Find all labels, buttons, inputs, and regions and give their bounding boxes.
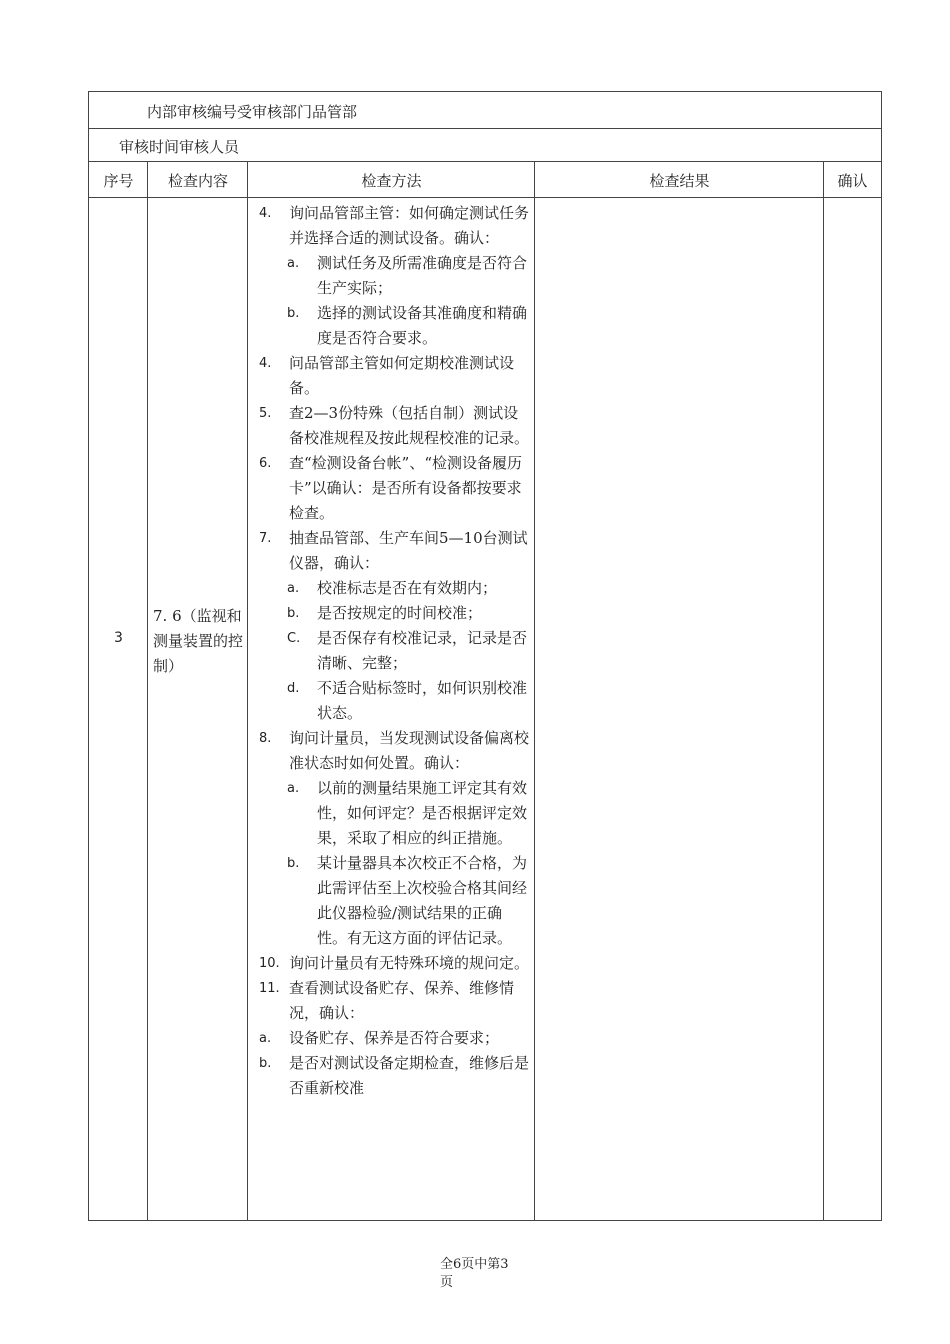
row-seq-number: 3 [114, 630, 123, 646]
method-item-text: 是否保存有校准记录，记录是否清晰、完整； [317, 629, 528, 672]
method-item-number: b. [287, 606, 300, 621]
col-header-seq: 序号 [103, 172, 134, 190]
page-number-line1: 全6页中第3 [440, 1257, 509, 1272]
seq-column [89, 162, 148, 1220]
method-item-number: 7. [259, 531, 272, 546]
method-item [259, 251, 531, 301]
header-row-audit-info [89, 92, 881, 129]
header-row-audit-time [89, 129, 881, 162]
method-item [259, 676, 531, 726]
method-item [259, 451, 531, 526]
method-item-text: 校准标志是否在有效期内； [317, 579, 498, 597]
method-item [259, 851, 531, 951]
method-item-number: a. [287, 256, 300, 271]
method-item [259, 626, 531, 676]
method-item-number: 10. [259, 956, 280, 971]
method-item-text: 测试任务及所需准确度是否符合生产实际； [317, 254, 528, 297]
method-item-text: 询问计量员，当发现测试设备偏离校准状态时如何处置。确认： [289, 729, 530, 772]
result-column [535, 162, 824, 1220]
content-column [148, 162, 248, 1220]
col-header-content: 检查内容 [167, 172, 228, 190]
method-item-number: b. [287, 306, 300, 321]
method-item [259, 401, 531, 451]
method-item-number: d. [287, 681, 300, 696]
method-item [259, 1051, 531, 1101]
method-item-number: 4. [259, 206, 272, 221]
method-item-number: a. [287, 781, 300, 796]
method-item-number: 5. [259, 406, 272, 421]
column-header-row [89, 162, 881, 198]
method-item-text: 以前的测量结果施工评定其有效性，如何评定？是否根据评定效果，采取了相应的纠正措施。 [317, 779, 528, 847]
method-item-text: 查2—3份特殊（包括自制）测试设备校准规程及按此规程校准的记录。 [289, 404, 530, 447]
col-header-confirm: 确认 [837, 172, 868, 190]
method-item-number: 8. [259, 731, 272, 746]
method-item [259, 1026, 531, 1051]
method-item-number: b. [287, 856, 300, 871]
check-method-list [259, 201, 531, 1101]
page-footer [440, 1256, 550, 1292]
method-item [259, 351, 531, 401]
method-item [259, 201, 531, 251]
method-item-text: 设备贮存、保养是否符合要求； [289, 1029, 500, 1047]
method-item-text: 抽查品管部、生产车间5—10台测试仪器，确认： [289, 529, 528, 572]
row-check-content: 7. 6（监视和测量装置的控制） [153, 607, 244, 675]
confirm-column [824, 162, 881, 1220]
method-item-text: 询问计量员有无特殊环境的规问定。 [289, 954, 530, 972]
method-item [259, 601, 531, 626]
method-item-number: C. [287, 631, 301, 646]
method-item-number: a. [287, 581, 300, 596]
method-item-text: 询问品管部主管：如何确定测试任务并选择合适的测试设备。确认： [289, 204, 530, 247]
audit-time-auditor-label: 审核时间审核人员 [119, 138, 240, 156]
col-header-result: 检查结果 [649, 172, 710, 190]
audit-number-dept-label: 内部审核编号受审核部门品管部 [147, 103, 358, 121]
method-item [259, 976, 531, 1026]
audit-checklist-table [88, 91, 882, 1221]
method-item [259, 576, 531, 601]
method-item-text: 查看测试设备贮存、保养、维修情况，确认： [289, 979, 515, 1022]
method-item-number: 6. [259, 456, 272, 471]
method-item-text: 选择的测试设备其准确度和精确度是否符合要求。 [317, 304, 528, 347]
method-item-text: 查“检测设备台帐”、“检测设备履历卡”以确认：是否所有设备都按要求检查。 [289, 454, 523, 522]
method-item-number: 4. [259, 356, 272, 371]
method-item [259, 726, 531, 776]
method-item [259, 776, 531, 851]
method-item [259, 301, 531, 351]
method-item-text: 不适合贴标签时，如何识别校准状态。 [317, 679, 528, 722]
method-item-text: 是否对测试设备定期检查，维修后是否重新校准 [289, 1054, 530, 1097]
method-item-text: 问品管部主管如何定期校准测试设备。 [289, 354, 515, 397]
col-header-method: 检查方法 [361, 172, 422, 190]
method-item [259, 526, 531, 576]
method-item-number: a. [259, 1031, 272, 1046]
page-number-line2: 页 [440, 1275, 454, 1290]
method-item-text: 某计量器具本次校正不合格，为此需评估至上次校验合格其间经此仪器检验/测试结果的正确性。有无这方面的评估记录。 [317, 854, 528, 947]
method-item-number: 11. [259, 981, 280, 996]
method-item-number: b. [259, 1056, 272, 1071]
method-item [259, 951, 531, 976]
method-item-text: 是否按规定的时间校准； [317, 604, 483, 622]
